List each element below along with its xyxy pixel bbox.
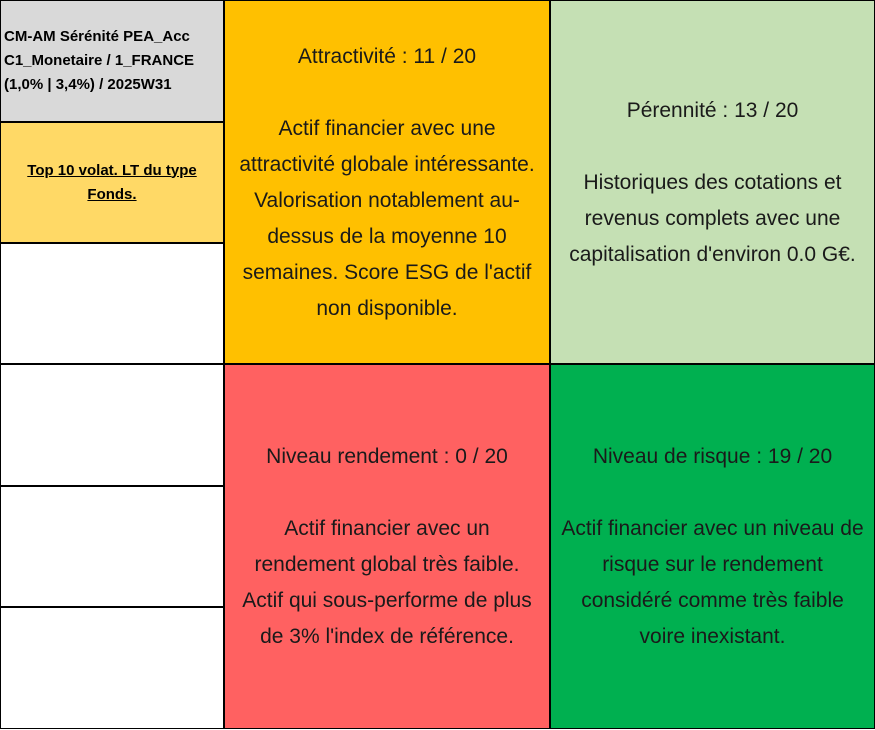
risque-line: Actif financier avec un niveau de [561,517,864,540]
perennite-line: Historiques des cotations et [583,171,842,194]
rendement-line: Actif financier avec un [284,517,490,540]
empty-cell-3 [0,486,224,607]
rendement-line: rendement global très faible. [254,553,520,576]
top-volatility-link-line2[interactable]: Fonds. [87,185,137,203]
attractivite-line: attractivité globale intéressante. [239,153,535,176]
perennite-title: Pérennité : 13 / 20 [626,99,799,122]
rendement-line: de 3% l'index de référence. [260,625,514,648]
top-volatility-link-line1[interactable]: Top 10 volat. LT du type [27,161,197,179]
asset-name: CM-AM Sérénité PEA_Acc [4,28,190,45]
risque-line: risque sur le rendement [602,553,823,576]
attractivite-line: semaines. Score ESG de l'actif [242,261,532,284]
perennite-panel [550,0,875,364]
attractivite-line: non disponible. [316,297,458,320]
attractivite-line: Valorisation notablement au- [254,189,520,212]
empty-cell-4 [0,607,224,729]
asset-header [0,0,224,122]
risque-line: voire inexistant. [639,625,786,648]
risque-title: Niveau de risque : 19 / 20 [592,445,833,468]
asset-performance: (1,0% | 3,4%) / 2025W31 [4,76,172,93]
attractivite-panel [224,0,550,364]
risque-line: considéré comme très faible [581,589,844,612]
attractivite-line: Actif financier avec une [278,117,496,140]
empty-cell-2 [0,364,224,486]
rendement-title: Niveau rendement : 0 / 20 [266,445,508,468]
rendement-line: Actif qui sous-performe de plus [242,589,532,612]
asset-category: C1_Monetaire / 1_FRANCE [4,52,195,69]
empty-cell-1 [0,243,224,364]
perennite-line: revenus complets avec une [584,207,841,230]
attractivite-line: dessus de la moyenne 10 [267,225,507,248]
top-volatility-link[interactable] [0,122,224,243]
risque-panel [550,364,875,729]
perennite-line: capitalisation d'environ 0.0 G€. [569,243,856,266]
rendement-panel [224,364,550,729]
attractivite-title: Attractivité : 11 / 20 [297,45,477,68]
